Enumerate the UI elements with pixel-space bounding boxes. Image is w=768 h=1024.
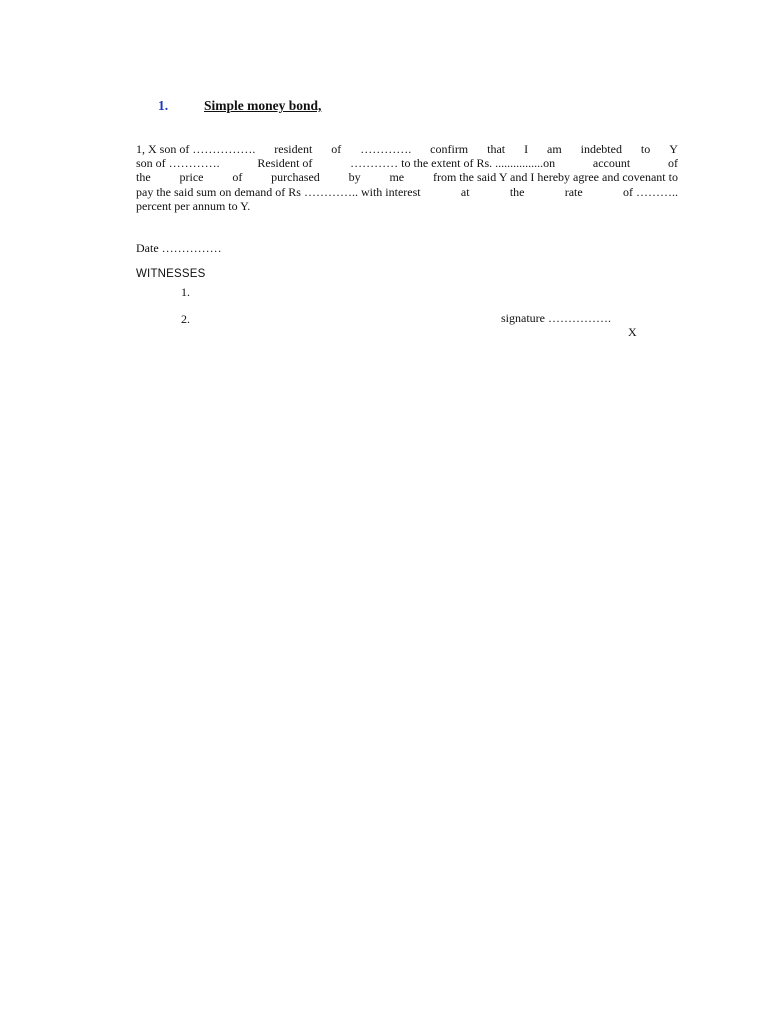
word: I [524,142,529,156]
body-line [136,170,678,184]
word: Y [669,142,678,156]
word: to [640,142,651,156]
bond-heading [158,98,321,114]
word: purchased [271,170,320,185]
word: of [232,170,243,185]
word: Resident of [257,156,313,171]
word: percent per annum to Y. [136,198,251,213]
word: from the said Y and I hereby agree and covenant to [432,170,678,185]
word: son of …………. [136,156,220,171]
bond-body [136,142,678,213]
witness-2-number: 2. [181,312,190,326]
signatory-name: X [628,325,637,339]
word: confirm [430,142,469,156]
word: ………… to the extent of Rs. ................on [350,156,556,171]
body-line [136,199,678,213]
word: pay the said sum on demand of Rs ………….. with interest [136,184,421,199]
word: 1, X son of ……………. [136,142,256,156]
word: price [179,170,204,185]
word: of ……….. [622,184,678,199]
word: by [348,170,361,185]
word: at [460,184,470,199]
word: of [667,156,678,171]
word: …………. [360,142,412,156]
body-line [136,142,678,156]
word: of [331,142,342,156]
witness-1-number: 1. [181,285,190,299]
heading-number: 1. [158,98,169,113]
word: resident [274,142,313,156]
word: that [487,142,506,156]
word: the [509,184,525,199]
word: account [592,156,631,171]
heading-title: Simple money bond, [204,98,322,113]
word: me [389,170,405,185]
body-line [136,156,678,170]
date-line: Date …………… [136,241,222,255]
body-line [136,185,678,199]
signature-line: signature ……………. [501,311,611,325]
witnesses-heading: WITNESSES [136,268,206,280]
word: indebted [580,142,622,156]
word: the [136,170,151,185]
word: am [547,142,562,156]
word: rate [564,184,583,199]
